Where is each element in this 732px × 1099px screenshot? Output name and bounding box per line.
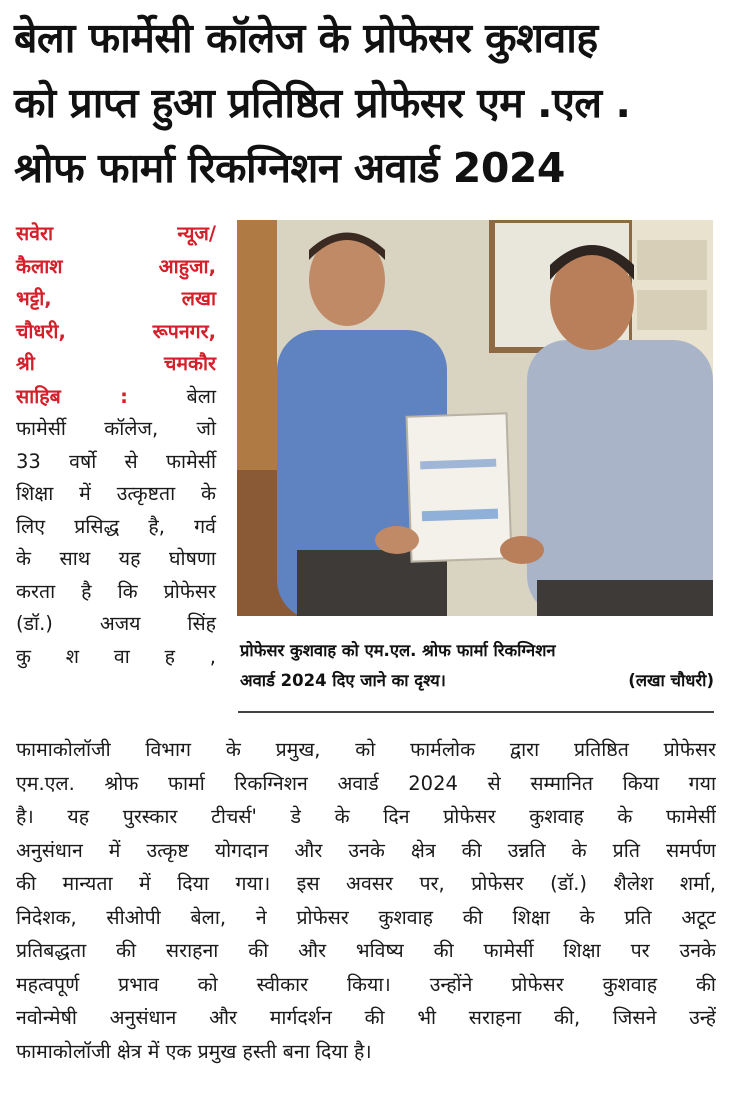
body-line: फामाकोलॉजी विभाग के प्रमुख, को फार्मलोक द्वारा प्रतिष्ठित प्रोफेसर bbox=[16, 738, 716, 761]
dateline-line: भट्टी, लखा bbox=[16, 287, 216, 310]
award-photo bbox=[237, 220, 713, 616]
left-column-line: 33 वर्षो से फामेर्सी bbox=[16, 449, 216, 473]
dateline-last-line bbox=[16, 381, 216, 414]
headline bbox=[14, 6, 722, 201]
body-line: महत्वपूर्ण प्रभाव को स्वीकार किया। उन्होंने प्रोफेसर कुशवाह की bbox=[16, 972, 716, 996]
caption-line: प्रोफेसर कुशवाह को एम.एल. श्रोफ फार्मा रिकग्निशन bbox=[240, 641, 556, 660]
left-column-line: कु श वा ह , bbox=[16, 644, 216, 668]
dateline-line: सवेरा न्यूज/ bbox=[16, 222, 216, 245]
dateline-line: श्री चमकौर bbox=[16, 352, 216, 375]
body-line: निदेशक, सीओपी बेला, ने प्रोफेसर कुशवाह की शिक्षा के प्रति अटूट bbox=[16, 905, 716, 929]
photo-caption bbox=[240, 636, 714, 696]
dateline-place: साहिब : bbox=[16, 384, 128, 408]
photo-illustration bbox=[237, 220, 713, 616]
body-line: है। यह पुरस्कार टीचर्स' डे के दिन प्रोफेसर कुशवाह के फामेर्सी bbox=[16, 805, 716, 828]
headline-line: बेला फार्मेसी कॉलेज के प्रोफेसर कुशवाह bbox=[14, 14, 598, 62]
body-line: फामाकोलॉजी क्षेत्र में एक प्रमुख हस्ती बना दिया है। bbox=[16, 1039, 372, 1063]
caption-divider bbox=[238, 711, 714, 713]
dateline-line: चौधरी, रूपनगर, bbox=[16, 319, 216, 343]
body-line: प्रतिबद्धता की सराहना की और भविष्य की फामेर्सी शिक्षा पर उनके bbox=[16, 939, 716, 962]
body-line: एम.एल. श्रोफ फार्मा रिकग्निशन अवार्ड 2024 से सम्मानित किया गया bbox=[16, 771, 716, 795]
body-line: की मान्यता में दिया गया। इस अवसर पर, प्रोफेसर (डॉ.) शैलेश शर्मा, bbox=[16, 872, 716, 895]
left-column-line: शिक्षा में उत्कृष्टता के bbox=[16, 482, 216, 505]
body-line: नवोन्मेषी अनुसंधान और मार्गदर्शन की भी सराहना की, जिसने उन्हें bbox=[16, 1006, 716, 1029]
article-body bbox=[16, 733, 716, 1068]
headline-line: श्रोफ फार्मा रिकग्निशन अवार्ड 2024 bbox=[14, 144, 565, 192]
dateline-text: बेला bbox=[186, 384, 216, 408]
body-line: अनुसंधान में उत्कृष्ट योगदान और उनके क्षेत्र की उन्नति के प्रति समर्पण bbox=[16, 838, 716, 862]
photo-credit: (लखा चौधरी) bbox=[628, 671, 714, 690]
caption-line: अवार्ड 2024 दिए जाने का दृश्य। bbox=[240, 671, 446, 690]
left-column-line: (डॉ.) अजय सिंह bbox=[16, 612, 216, 635]
left-column bbox=[16, 218, 216, 673]
left-column-line: फामेर्सी कॉलेज, जो bbox=[16, 417, 216, 440]
left-column-line: करता है कि प्रोफेसर bbox=[16, 579, 216, 603]
left-column-line: के साथ यह घोषणा bbox=[16, 547, 216, 570]
headline-line: को प्राप्त हुआ प्रतिष्ठित प्रोफेसर एम .एल . bbox=[14, 79, 631, 127]
left-column-line: लिए प्रसिद्ध है, गर्व bbox=[16, 514, 216, 538]
dateline-line: कैलाश आहुजा, bbox=[16, 254, 216, 278]
